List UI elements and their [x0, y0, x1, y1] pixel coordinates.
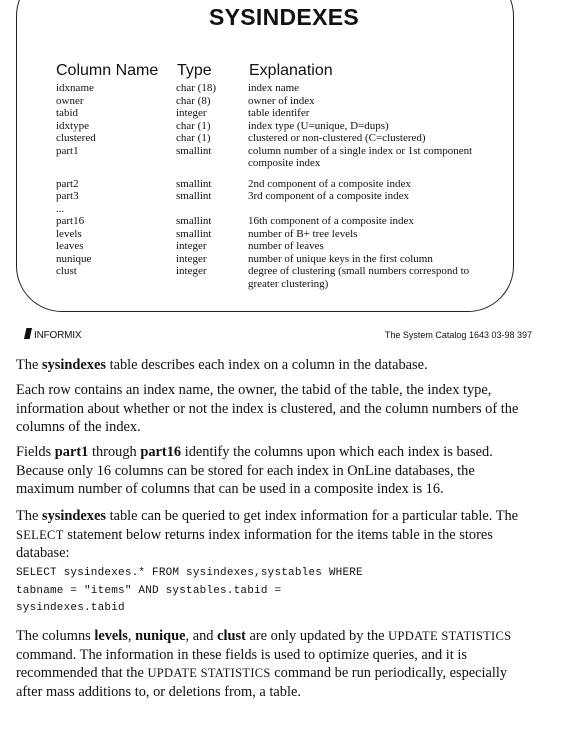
table-row — [56, 95, 508, 108]
row-name: part3 — [56, 190, 79, 202]
row-explanation: 3rd component of a composite index — [248, 190, 409, 202]
column-header-explanation: Explanation — [249, 62, 333, 79]
paragraph-part-fields: Fields part1 through part16 identify the columns upon which each index is based. Because only 16 columns can be stored for each index in OnLine databases, the maximum number of columns that can be used in a composite index is 16. — [16, 444, 493, 497]
row-explanation: clustered or non-clustered (C=clustered) — [248, 132, 426, 144]
row-type: smallint — [176, 215, 212, 227]
paragraph-row-contents: Each row contains an index name, the owner, the tabid of the table, the index type, information about whether or not the index is clustered, and the column numbers of the columns of the index. — [16, 382, 519, 435]
row-name: part1 — [56, 144, 79, 157]
row-explanation: 2nd component of a composite index — [248, 177, 411, 190]
row-type: smallint — [176, 177, 212, 190]
table-row — [56, 82, 508, 95]
row-explanation: index name — [248, 82, 300, 94]
informix-logo-icon — [24, 328, 32, 339]
row-type: integer — [176, 265, 207, 277]
page-title: SYSINDEXES — [0, 4, 568, 31]
row-name: clust — [56, 265, 77, 277]
row-name: levels — [56, 227, 82, 240]
row-type: smallint — [176, 144, 212, 157]
table-row — [56, 253, 508, 266]
row-name: part2 — [56, 177, 79, 190]
table-row — [56, 265, 508, 290]
paragraph-intro: The sysindexes table describes each index on a column in the database. — [16, 357, 428, 373]
row-explanation: degree of clustering (small numbers correspond to greater clustering) — [248, 265, 470, 290]
sql-code-block — [16, 565, 536, 618]
row-name: idxname — [56, 82, 94, 94]
row-type: smallint — [176, 227, 212, 240]
row-type: char (1) — [176, 119, 211, 132]
row-name: tabid — [56, 107, 78, 119]
code-line: sysindexes.tabid — [16, 602, 125, 614]
code-line: SELECT sysindexes.* FROM sysindexes,systables WHERE — [16, 567, 363, 579]
row-explanation: column number of a single index or 1st component composite index — [248, 144, 473, 169]
page-reference: The System Catalog 1643 03-98 397 — [384, 330, 532, 340]
row-explanation: number of leaves — [248, 240, 324, 252]
code-line: tabname = "items" AND systables.tabid = — [16, 584, 282, 597]
row-name: clustered — [56, 132, 96, 144]
row-type: char (1) — [176, 132, 211, 144]
row-name: nunique — [56, 252, 92, 265]
row-explanation: 16th component of a composite index — [248, 215, 414, 227]
informix-logo: INFORMIX — [24, 328, 81, 341]
row-explanation: number of unique keys in the first column — [248, 252, 433, 265]
paragraph-query: The sysindexes table can be queried to get index information for a particular table. The SELECT statement below returns index information for the items table in the stores database: — [16, 508, 519, 561]
row-name: leaves — [56, 240, 84, 252]
table-row — [56, 215, 508, 228]
row-name: owner — [56, 94, 84, 107]
row-explanation: owner of index — [248, 94, 315, 107]
table-row — [56, 228, 508, 241]
row-name: part16 — [56, 215, 85, 227]
row-type: char (8) — [176, 94, 211, 107]
table-row — [56, 178, 508, 191]
table-row — [56, 145, 508, 170]
row-type: integer — [176, 240, 207, 252]
row-explanation: index type (U=unique, D=dups) — [248, 119, 389, 132]
row-type: integer — [176, 252, 207, 265]
row-type: char (18) — [176, 82, 217, 94]
table-row — [56, 107, 508, 120]
table-row — [56, 120, 508, 133]
paragraph-statistics: The columns levels, nunique, and clust are only updated by the UPDATE STATISTICS command. The information in these fields is used to optimize queries, and it is recommended that the UPDATE STATISTICS command be run periodically, especially after mass additions to, or deletions from, a table. — [16, 628, 512, 700]
table-row — [56, 240, 508, 253]
table-row — [56, 132, 508, 145]
catalog-table — [56, 82, 508, 290]
table-row — [56, 203, 508, 216]
row-type: smallint — [176, 190, 212, 202]
row-explanation: table identifer — [248, 107, 310, 119]
row-explanation: number of B+ tree levels — [248, 227, 358, 240]
table-row — [56, 190, 508, 203]
column-header-name: Column Name — [56, 62, 159, 79]
column-header-type: Type — [177, 62, 212, 79]
row-type: integer — [176, 107, 207, 119]
row-ellipsis: ... — [56, 202, 65, 215]
row-name: idxtype — [56, 119, 89, 132]
